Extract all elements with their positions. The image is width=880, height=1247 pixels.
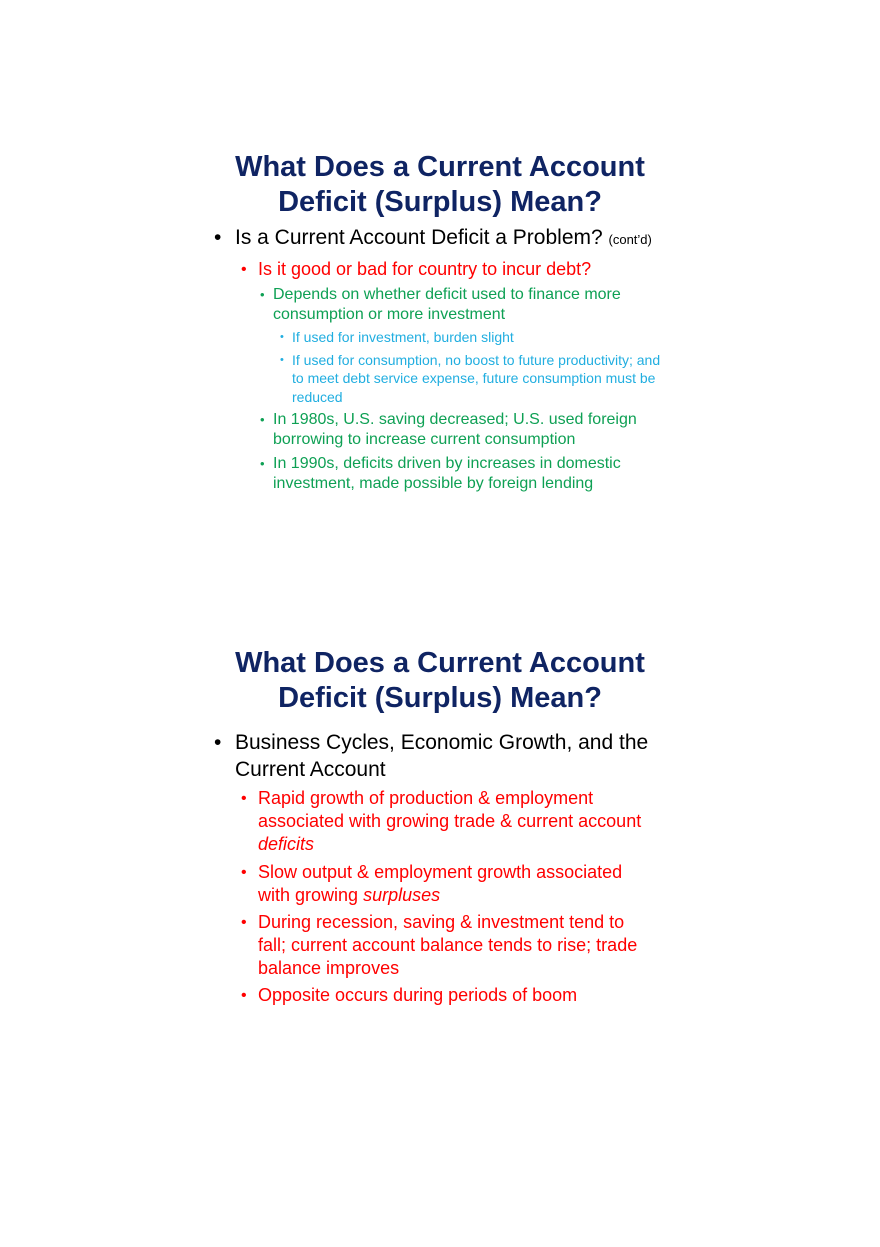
slide-1-level4-item-b — [0, 351, 670, 407]
slide-2-title-line-2: Deficit (Surplus) Mean? — [278, 682, 602, 714]
slide-1-title-line-2: Deficit (Surplus) Mean? — [278, 186, 602, 218]
bullet-marker: • — [241, 987, 247, 1004]
slide-1 — [0, 150, 880, 494]
slide-1-title — [0, 150, 880, 220]
slide-1-level3-text-b: In 1980s, U.S. saving decreased; U.S. used foreign borrowing to increase current consumption — [273, 411, 637, 448]
slide-1-level4-text-b: If used for consumption, no boost to future productivity; and to meet debt service expense, future consumption must be reduced — [292, 351, 661, 405]
slide-1-level2-text: Is it good or bad for country to incur debt? — [258, 259, 592, 279]
slide-2-level2-text-1: Rapid growth of production & employment associated with growing trade & current account — [258, 788, 642, 831]
slide-2-level1-text: Business Cycles, Economic Growth, and the Current Account — [235, 731, 649, 781]
slide-1-title-line-1: What Does a Current Account — [235, 151, 645, 183]
slide-1-level4-text-a: If used for investment, burden slight — [292, 329, 514, 345]
bullet-marker: • — [214, 731, 222, 754]
slide-2-level2-text-3: During recession, saving & investment tend to fall; current account balance tends to rise; trade balance improves — [258, 912, 638, 978]
bullet-marker: • — [241, 790, 247, 807]
bullet-marker: • — [260, 412, 265, 427]
slide-1-level3-text-a: Depends on whether deficit used to finance more consumption or more investment — [273, 286, 621, 323]
slide-1-level1-item — [0, 224, 680, 253]
slide-2-level1-item — [0, 729, 655, 783]
bullet-marker: • — [280, 331, 284, 343]
slide-2-level2-item-4 — [0, 984, 655, 1007]
bullet-marker: • — [260, 287, 265, 302]
bullet-marker: • — [260, 456, 265, 471]
slide-2-level2-item-2 — [0, 861, 655, 907]
bullet-marker: • — [280, 353, 284, 366]
slide-1-level3-item-b — [0, 410, 680, 450]
slide-1-level3-item-a — [0, 285, 680, 325]
bullet-marker: • — [241, 261, 247, 278]
slide-2-bullet-list — [0, 729, 880, 1007]
bullet-marker: • — [241, 914, 247, 931]
slide-1-level2-item — [0, 258, 680, 281]
slide-2-level2-item-1 — [0, 787, 655, 856]
slide-1-level1-text: Is a Current Account Deficit a Problem? — [235, 226, 603, 249]
slide-2-level2-text-2: Slow output & employment growth associated with growing — [258, 862, 623, 905]
slide-1-level3-text-c: In 1990s, deficits driven by increases in domestic investment, made possible by foreign lending — [273, 455, 621, 492]
surpluses-emphasis: surpluses — [363, 885, 441, 905]
deficits-emphasis: deficits — [258, 834, 315, 854]
slide-2-level2-item-3 — [0, 911, 655, 980]
slide-1-level4-item-a — [0, 328, 670, 347]
contd-note: (cont’d) — [608, 232, 652, 247]
bullet-marker: • — [241, 864, 247, 881]
slide-2 — [0, 646, 880, 1007]
slide-2-level2-text-4: Opposite occurs during periods of boom — [258, 985, 578, 1005]
slide-1-bullet-list — [0, 224, 880, 494]
slide-2-title — [0, 646, 880, 716]
slide-1-level3-item-c — [0, 454, 680, 494]
slide-2-title-line-1: What Does a Current Account — [235, 647, 645, 679]
bullet-marker: • — [214, 226, 222, 249]
